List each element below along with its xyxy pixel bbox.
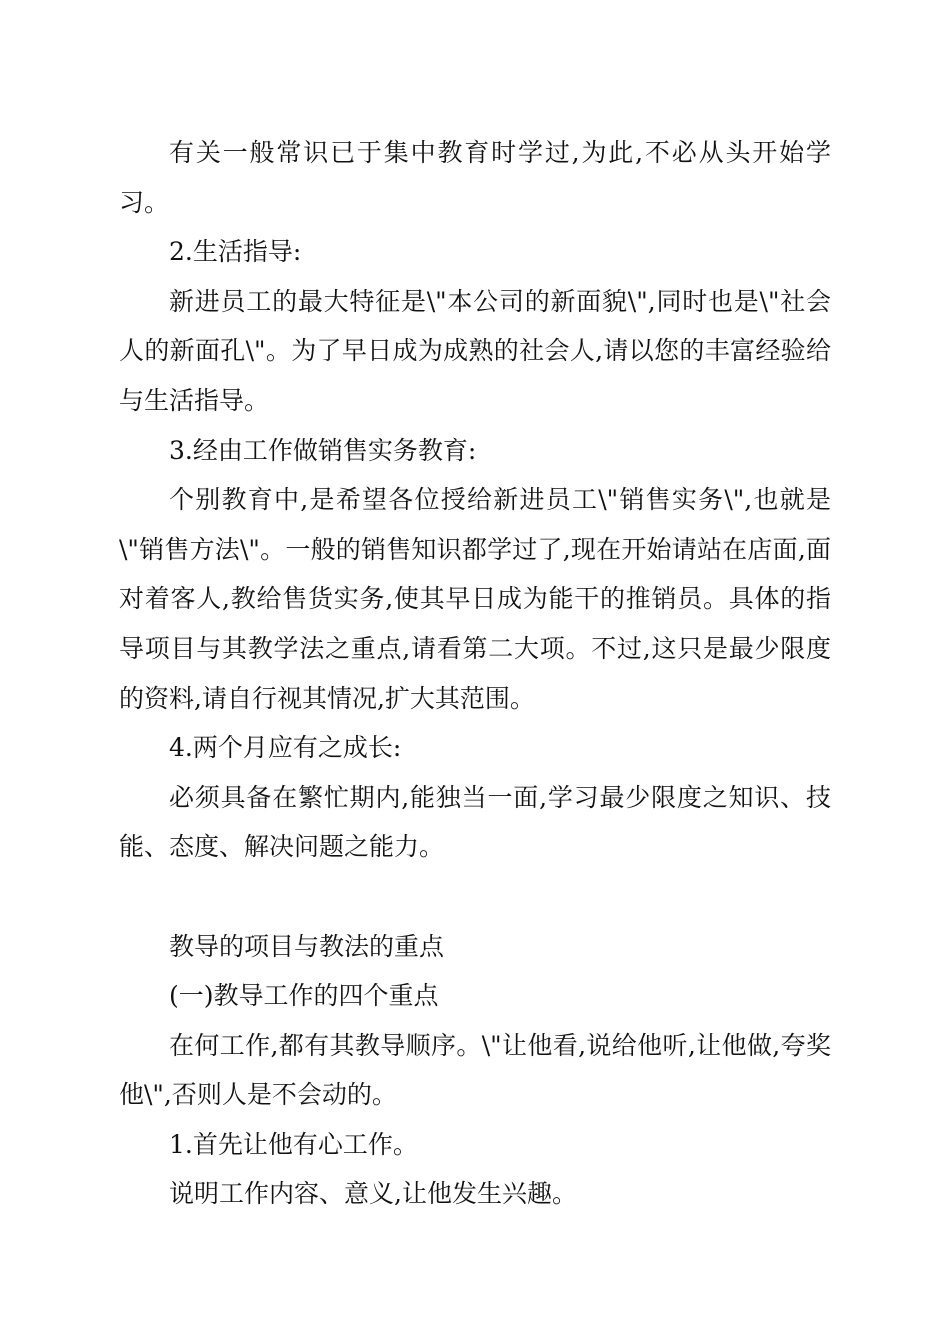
paragraph-point-one-heading: 1.首先让他有心工作。 — [169, 1129, 418, 1159]
paragraph-required-abilities: 必须具备在繁忙期内,能独当一面,学习最少限度之知识、技能、态度、解决问题之能力。 — [119, 782, 831, 862]
paragraph-teaching-order: 在何工作,都有其教导顺序。\"让他看,说给他听,让他做,夸奖他\",否则人是不会动的。 — [119, 1030, 831, 1110]
paragraph-life-guidance-heading: 2.生活指导: — [169, 237, 302, 267]
paragraph-sales-education-heading: 3.经由工作做销售实务教育: — [169, 435, 477, 465]
blank-line — [119, 872, 831, 922]
paragraph-two-month-growth-heading: 4.两个月应有之成长: — [169, 733, 402, 763]
document-body — [119, 128, 831, 1219]
subsection-title-four-points: (一)教导工作的四个重点 — [169, 981, 439, 1011]
paragraph-individual-education: 个别教育中,是希望各位授给新进员工\"销售实务\",也就是\"销售方法\"。一般的销售知识都学过了,现在开始请站在店面,面对着客人,教给售货实务,使其早日成为能干的推销员。具体的指导项目与其教学法之重点,请看第二大项。不过,这只是最少限度的资料,请自行视其情况,扩大其范围。 — [119, 485, 831, 713]
section-title-teaching-items: 教导的项目与教法的重点 — [169, 931, 445, 961]
paragraph-new-employee-feature: 新进员工的最大特征是\"本公司的新面貌\",同时也是\"社会人的新面孔\"。为了早日成为成熟的社会人,请以您的丰富经验给与生活指导。 — [119, 286, 831, 415]
paragraph-explain-work: 说明工作内容、意义,让他发生兴趣。 — [169, 1179, 577, 1209]
paragraph-general-knowledge: 有关一般常识已于集中教育时学过,为此,不必从头开始学习。 — [119, 138, 831, 217]
